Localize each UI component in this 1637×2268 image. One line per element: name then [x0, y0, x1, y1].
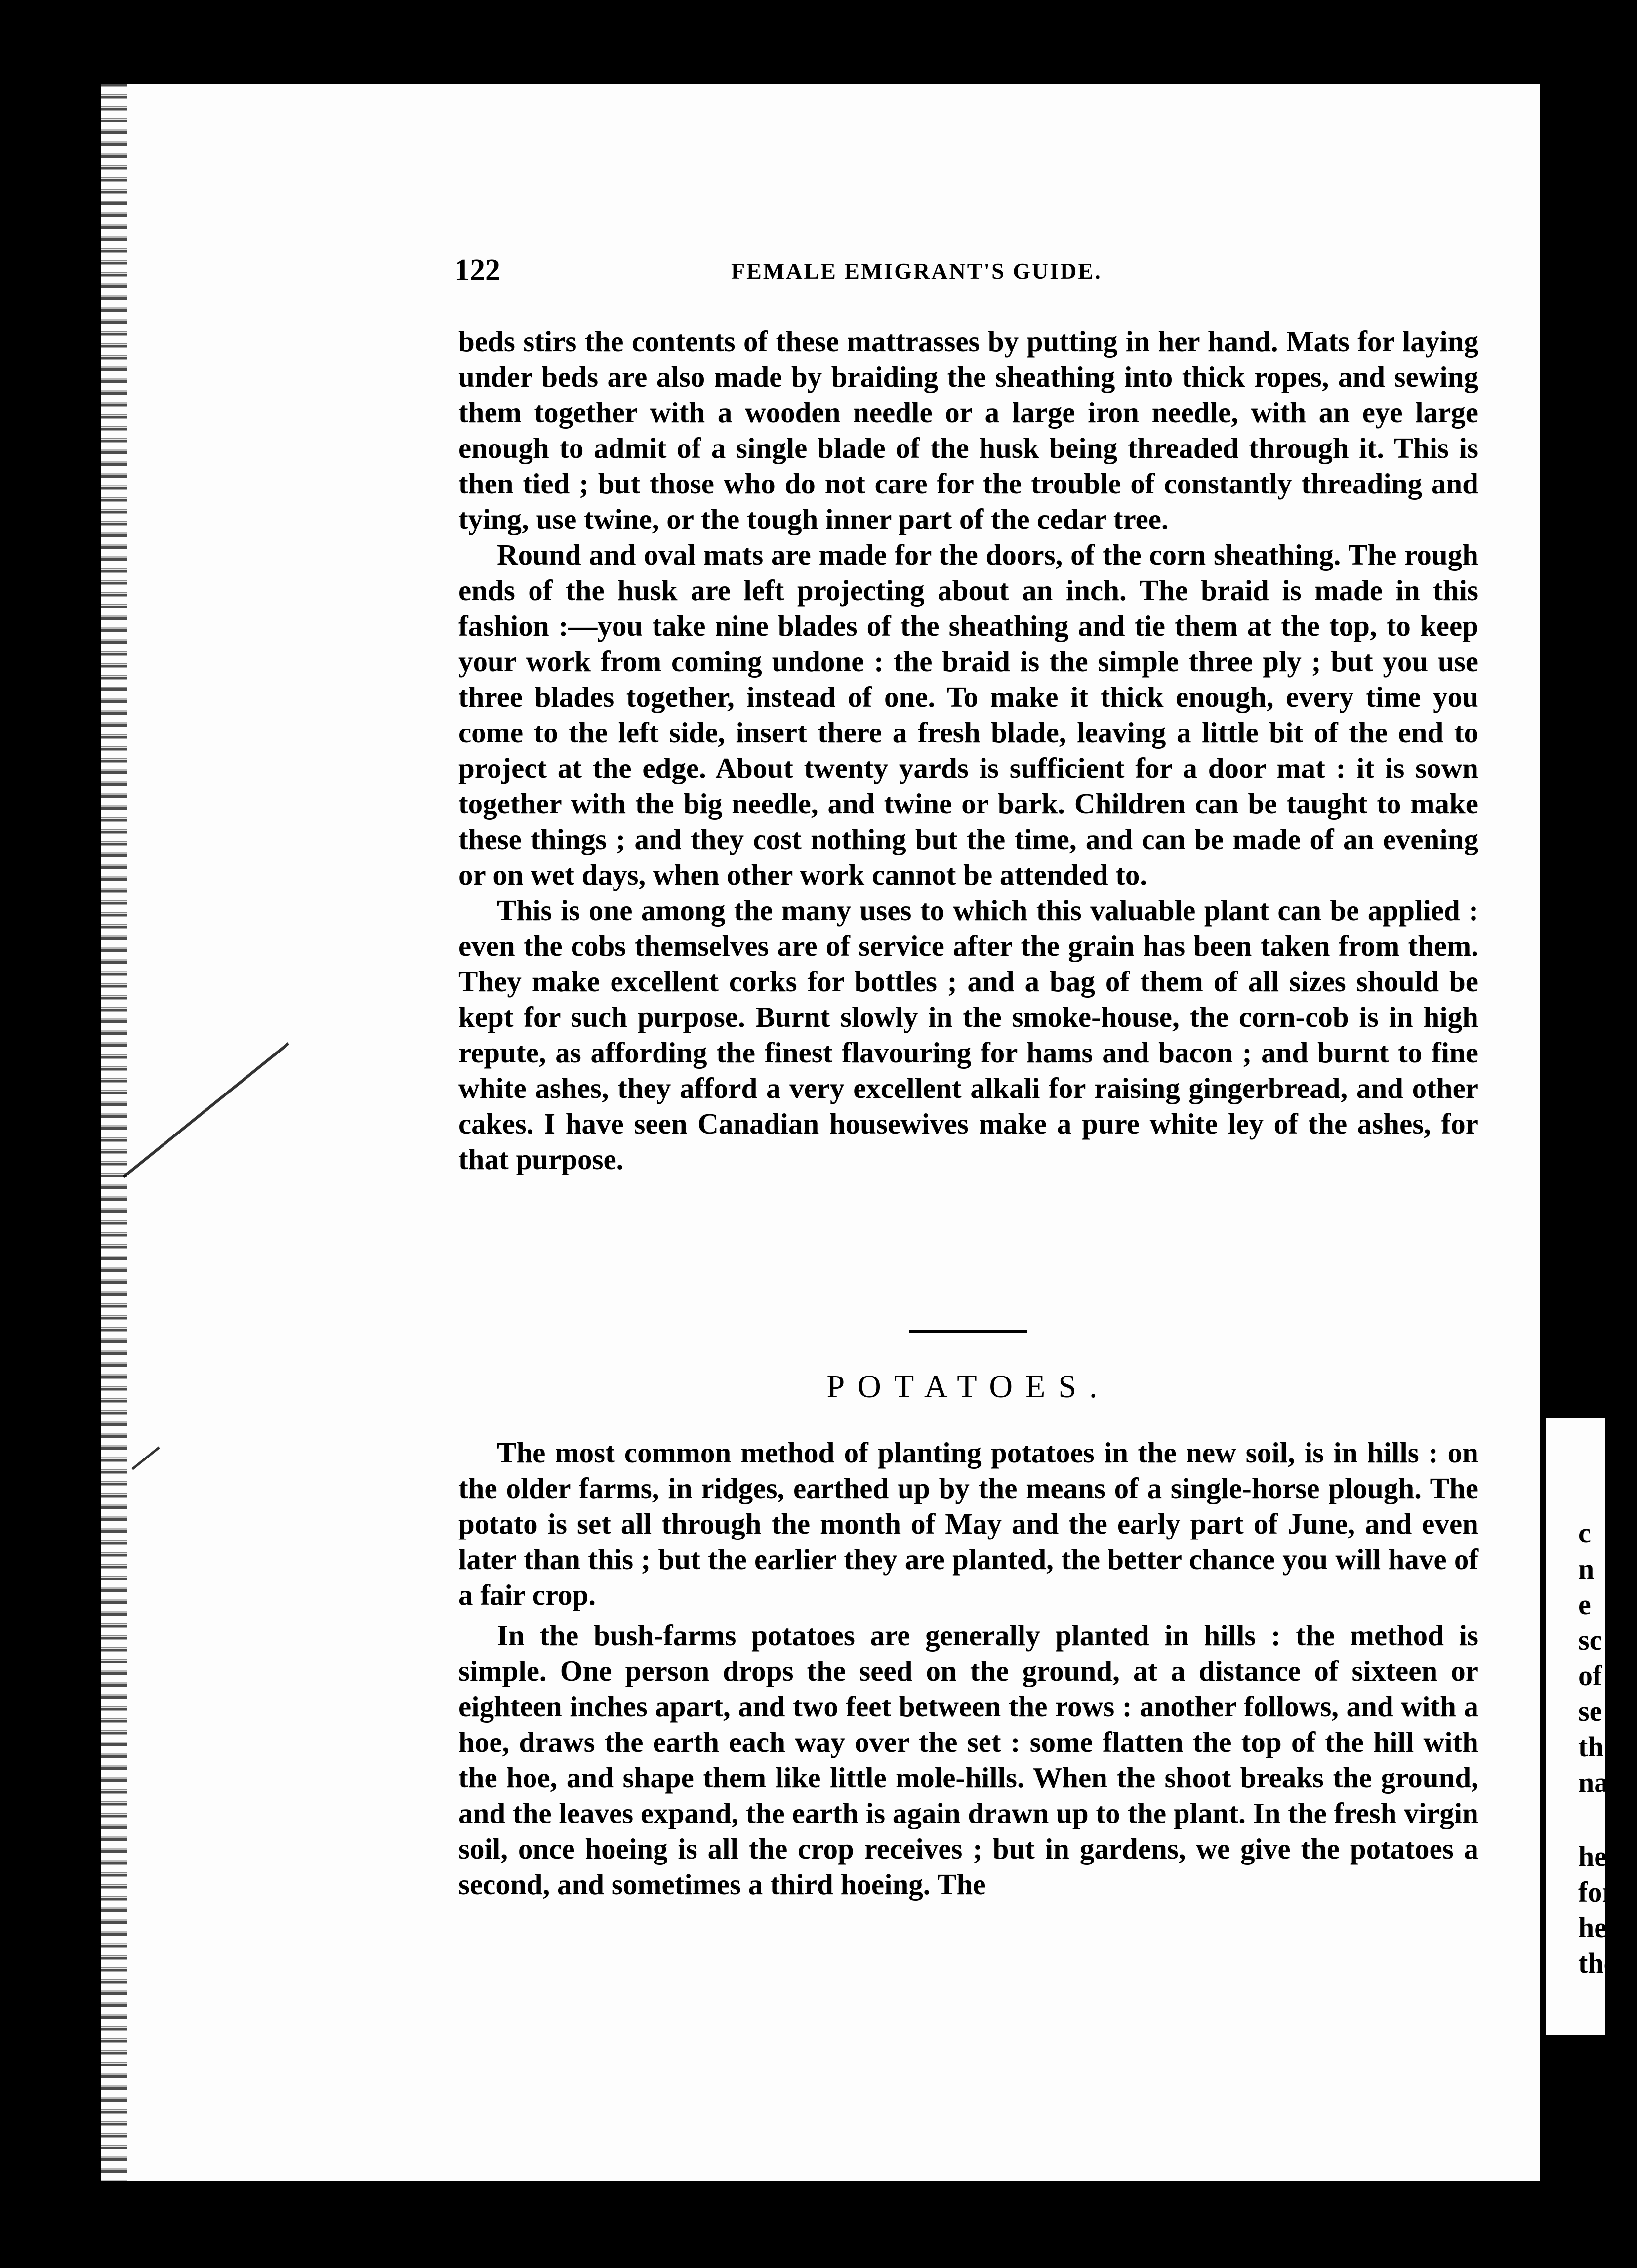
facing-page-fragment: sc [1578, 1624, 1602, 1656]
paragraph: This is one among the many uses to which this valuable plant can be applied : even the cobs themselves are of service after the grain has been taken from them. They make excellent corks for bottles ; and a bag of them of all sizes should be kept for such purpose. Burnt slowly in the smoke-house, the corn-cob is in high repute, as affording the finest flavouring for hams and bacon ; and burnt to fine white ashes, they afford a very excellent alkali for raising gingerbread, and other cakes. I have seen Canadian housewives make a pure white ley of the ashes, for that purpose. [458, 894, 1478, 1175]
body-text-bottom [458, 1435, 1478, 1902]
facing-page-fragment: na [1578, 1766, 1609, 1798]
facing-page-fragment: e [1578, 1588, 1591, 1620]
facing-page-fragment: th [1578, 1731, 1604, 1763]
facing-page-fragment: of [1578, 1660, 1602, 1692]
page-number: 122 [454, 253, 500, 287]
paragraph: beds stirs the contents of these mattrasses by putting in her hand. Mats for laying under beds are also made by braiding the sheathing into thick ropes, and sewing them together with a wooden needle or a large iron needle, with an eye large enough to admit of a single blade of the husk being threaded through it. This is then tied ; but those who do not care for the trouble of constantly threading and tying, use twine, or the tough inner part of the cedar tree. [458, 325, 1478, 535]
body-text-top [458, 324, 1478, 1177]
facing-page-fragment: n [1578, 1553, 1595, 1585]
page-header [454, 253, 1482, 297]
section-heading: POTATOES. [826, 1369, 1110, 1405]
section-divider [909, 1330, 1027, 1333]
facing-page-fragment: he [1578, 1840, 1607, 1872]
running-title: FEMALE EMIGRANT'S GUIDE. [731, 258, 1102, 284]
facing-page-fragment: he [1578, 1911, 1607, 1944]
paragraph: Round and oval mats are made for the doors, of the corn sheathing. The rough ends of the husk are left projecting about an inch. The braid is made in this fashion :—you take nine blades of the sheathing and tie them at the top, to keep your work from coming undone : the braid is the simple three ply ; but you use three blades together, instead of one. To make it thick enough, every time you come to the left side, insert there a fresh blade, leaving a little bit of the end to project at the edge. About twenty yards is sufficient for a door mat : it is sown together with the big needle, and twine or bark. Children can be taught to make these things ; and they cost nothing but the time, and can be made of an evening or on wet days, when other work cannot be attended to. [458, 538, 1478, 891]
facing-page-fragment: the [1578, 1947, 1617, 1979]
paragraph: The most common method of planting potatoes in the new soil, is in hills : on the older farms, in ridges, earthed up by the means of a single-horse plough. The potato is set all through the month of May and the early part of June, and even later than this ; but the earlier they are planted, the better chance you will have of a fair crop. [458, 1436, 1478, 1611]
page-gutter-edge [101, 84, 127, 2181]
facing-page-fragment: for [1578, 1876, 1615, 1908]
paragraph: In the bush-farms potatoes are generally planted in hills : the method is simple. One person drops the seed on the ground, at a distance of sixteen or eighteen inches apart, and two feet between the rows : another follows, and with a hoe, draws the earth each way over the set : some flatten the top of the hill with the hoe, and shape them like little mole-hills. When the shoot breaks the ground, and the leaves expand, the earth is again drawn up to the plant. In the fresh virgin soil, once hoeing is all the crop receives ; but in gardens, we give the potatoes a second, and sometimes a third hoeing. The [458, 1619, 1478, 1901]
facing-page-fragment: se [1578, 1695, 1602, 1727]
facing-page-fragment: c [1578, 1517, 1591, 1549]
